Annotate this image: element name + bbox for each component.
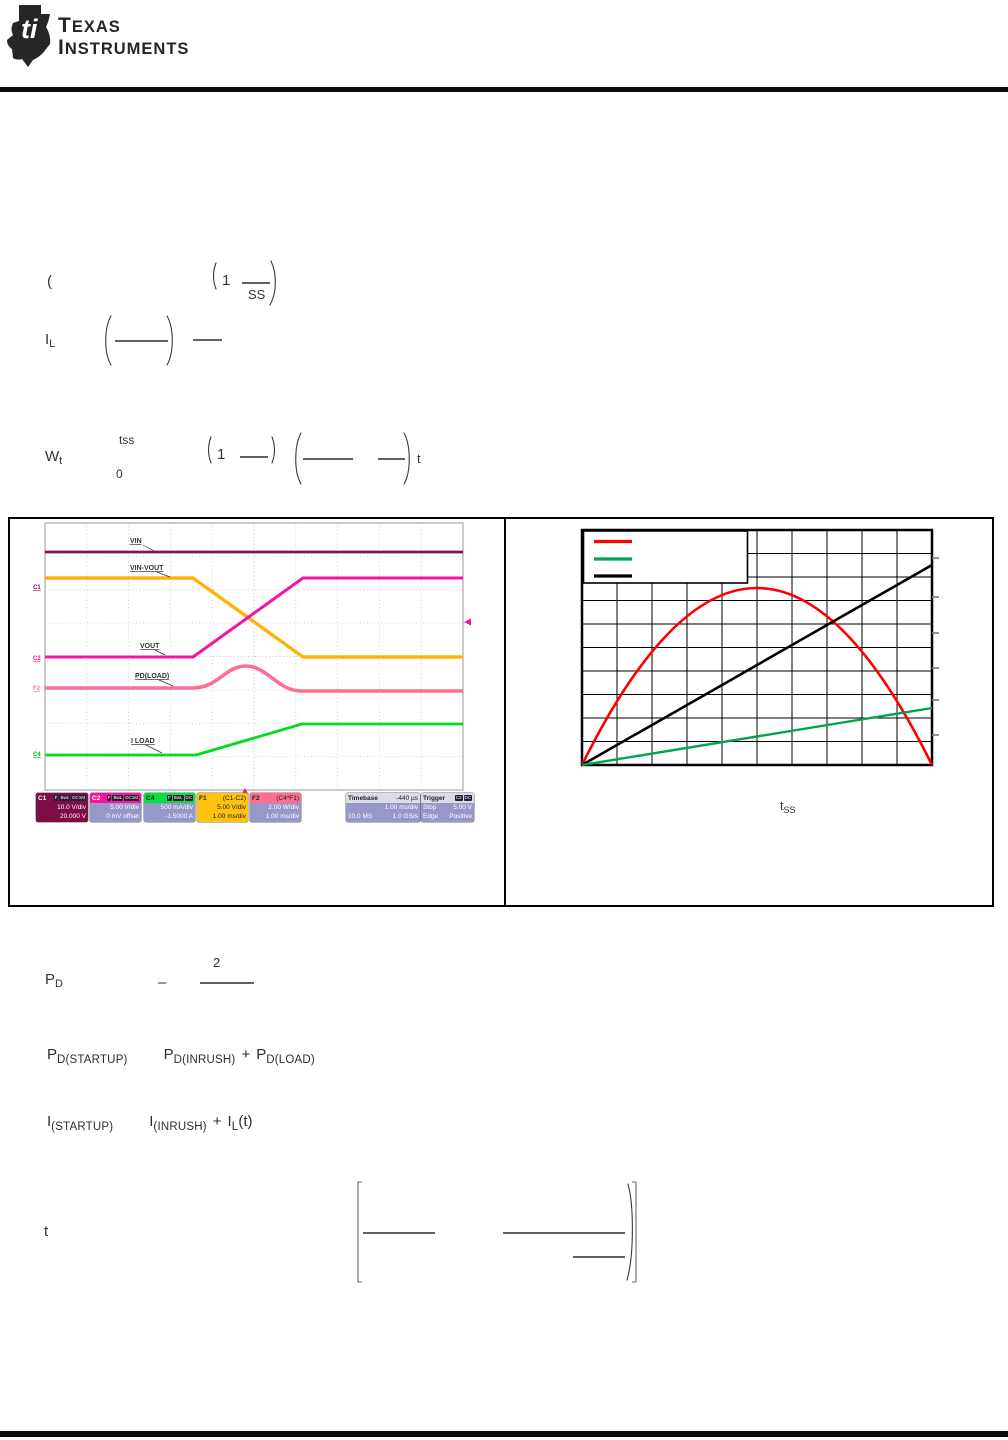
badge: F — [107, 795, 111, 801]
c1-offset: 20.000 V — [59, 813, 86, 820]
badge: F — [167, 795, 171, 801]
brand-texas: TEXAS — [58, 14, 121, 37]
marker-c4: C4 — [33, 752, 41, 758]
i-inrush-term: $I_{(INRUSH)}$ — [149, 1113, 207, 1133]
function-box-f2 — [250, 793, 301, 822]
equation-t-bracket — [30, 1170, 650, 1295]
ti-logo — [6, 2, 306, 82]
eq3-lower-limit: 0 — [116, 467, 123, 481]
f1-timebase: 1.00 ms/div — [212, 813, 246, 820]
eq2-lhs: $I_L$ — [45, 331, 56, 350]
il-t-term: $I_L(t)$ — [227, 1113, 253, 1133]
equation-pd-startup — [47, 1046, 315, 1066]
timebase-offset: -440 µs — [396, 794, 418, 802]
badge: DC — [185, 795, 192, 801]
badge: BwL — [60, 795, 70, 801]
left-channel-markers — [33, 585, 41, 758]
oscilloscope-capture — [33, 515, 478, 800]
chart-x-axis-label: $t_{SS}$ — [780, 799, 796, 815]
footer-rule — [0, 1431, 1008, 1437]
brand-instruments: INSTRUMENTS — [58, 36, 190, 59]
marker-c1: C1 — [33, 585, 41, 591]
f1-function: (C1-C2) — [222, 794, 246, 802]
timebase-samples: 10.0 MS — [348, 813, 373, 820]
f2-function: (C4*F1) — [276, 794, 299, 802]
f2-timebase: 1.00 ms/div — [265, 813, 299, 820]
badge: DC1M — [125, 795, 138, 801]
c2-scale: 5.00 V/div — [110, 804, 139, 811]
f1-scale: 5.00 V/div — [217, 804, 246, 811]
pd-startup-term: $P_{D(STARTUP)}$ — [47, 1046, 128, 1066]
eq4-exponent: 2 — [213, 955, 221, 970]
equation-i-startup — [47, 1113, 253, 1133]
ti-monogram: ti — [21, 14, 38, 44]
trigger-level: 5.00 V — [453, 804, 472, 811]
eq4-minus: – — [158, 974, 167, 991]
equation-il — [40, 308, 240, 372]
c4-id: C4 — [146, 794, 155, 802]
c4-scale: 500 mA/div — [160, 804, 193, 811]
f2-id: F2 — [252, 794, 260, 802]
plus-sign: + — [212, 1113, 222, 1130]
header-rule — [0, 87, 1008, 92]
soft-start-chart — [570, 520, 960, 820]
channel-box-c4 — [144, 793, 195, 822]
timebase-box — [346, 793, 420, 822]
c1-badges — [54, 795, 86, 801]
pd-inrush-term: $P_{D(INRUSH)}$ — [163, 1046, 236, 1066]
trigger-mode: Stop — [423, 804, 437, 811]
badge: DC — [464, 795, 471, 801]
eq3-t: t — [417, 451, 421, 466]
label-vin-vout: VIN-VOUT — [130, 565, 164, 572]
eq3-lhs: $W_t$ — [45, 448, 63, 467]
c1-scale: 10.0 V/div — [57, 804, 86, 811]
label-vin: VIN — [130, 538, 142, 545]
eq4-lhs: $P_D$ — [45, 971, 63, 990]
plus-sign: + — [241, 1046, 251, 1063]
badge: DC1M — [72, 795, 85, 801]
badge: F — [54, 795, 58, 801]
eq1-one: 1 — [222, 272, 231, 289]
badge: BwL — [113, 795, 123, 801]
i-startup-term: $I_{(STARTUP)}$ — [47, 1113, 114, 1133]
equation-energy — [40, 424, 440, 496]
eq7-lhs: t — [44, 1223, 49, 1240]
function-box-f1 — [197, 793, 248, 822]
timebase-scale: 1.00 ms/div — [384, 804, 418, 811]
trigger-box — [421, 793, 474, 822]
eq3-upper-limit: tss — [119, 433, 135, 447]
trigger-slope: Positive — [449, 813, 472, 820]
eq3-one: 1 — [217, 446, 226, 463]
c2-id: C2 — [92, 794, 101, 802]
equation-pd — [40, 946, 300, 1006]
figure-divider — [504, 517, 506, 905]
marker-c2: C2 — [33, 656, 41, 662]
marker-f2: F2 — [33, 686, 41, 692]
badge: BwL — [173, 795, 183, 801]
f1-id: F1 — [199, 794, 207, 802]
badge: C2 — [455, 795, 462, 801]
c4-badges — [167, 795, 193, 801]
label-pd-load: PD(LOAD) — [135, 673, 170, 680]
trigger-title: Trigger — [423, 794, 446, 802]
c4-offset: -1.5000 A — [165, 813, 193, 820]
f2-scale: 2.00 W/div — [268, 804, 299, 811]
trigger-type: Edge — [423, 813, 439, 820]
eq1-lead-paren: ( — [47, 273, 52, 290]
timebase-rate: 1.0 GS/s — [392, 813, 418, 820]
c2-badges — [107, 795, 139, 801]
eq1-ss: SS — [248, 287, 266, 302]
label-i-load: I LOAD — [131, 738, 155, 745]
equation-inrush-current — [40, 252, 330, 312]
trigger-badges — [455, 795, 472, 801]
c1-id: C1 — [38, 794, 47, 802]
label-vout: VOUT — [140, 643, 160, 650]
timebase-title: Timebase — [348, 794, 378, 802]
trigger-level-arrow-icon — [464, 619, 471, 626]
channel-box-c2 — [90, 793, 141, 822]
chart-legend — [584, 531, 748, 583]
c2-offset: 0 mV offset — [106, 813, 139, 820]
channel-box-c1 — [36, 793, 88, 822]
pd-load-term: $P_{D(LOAD)}$ — [256, 1046, 315, 1066]
